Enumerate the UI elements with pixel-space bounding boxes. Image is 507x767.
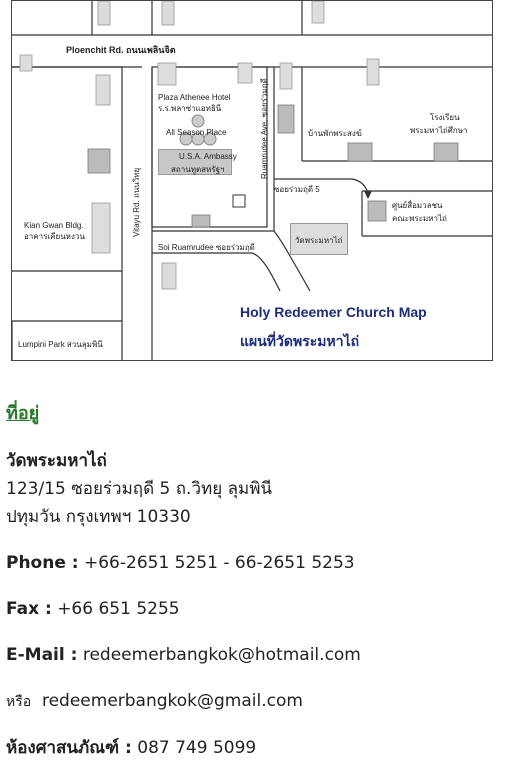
email2-link[interactable]: redeemerbangkok@gmail.com <box>41 691 303 711</box>
fax-row <box>6 595 501 623</box>
office-row <box>6 734 501 762</box>
map-title-th: แผนที่วัดพระมหาไถ่ <box>240 334 360 350</box>
road-label-ploenchit: Ploenchit Rd. ถนนเพลินจิต <box>66 45 176 55</box>
email-row <box>6 641 501 669</box>
road-label-soi-ruamrudee: Soi Ruamrudee ซอยร่วมฤดี <box>158 243 255 252</box>
email-link[interactable]: redeemerbangkok@hotmail.com <box>82 645 361 665</box>
church-name: วัดพระมหาไถ่ <box>6 451 107 471</box>
fax-value: +66 651 5255 <box>57 599 180 619</box>
church-box: วัดพระมหาไถ่ <box>290 223 348 255</box>
road-label-ruamrudee: Ruamrudee Ave. ซอยร่วมฤดี <box>260 78 269 179</box>
label-media-center: ศูนย์สื่อมวลชน คณะพระมหาไถ่ <box>392 201 447 223</box>
office-value: 087 749 5099 <box>137 738 257 758</box>
address-line2: ปทุมวัน กรุงเทพฯ 10330 <box>6 507 191 527</box>
map-title-en: Holy Redeemer Church Map <box>240 304 427 320</box>
label-kian-gwan: Kian Gwan Bldg. อาคารเคียนหงวน <box>24 221 85 241</box>
email-label: E-Mail : <box>6 645 78 665</box>
label-all-season: All Season Place <box>166 128 227 137</box>
church-map <box>11 0 493 361</box>
road-label-soi5: ซอยร่วมฤดี 5 <box>274 185 320 194</box>
address-line1: 123/15 ซอยร่วมฤดี 5 ถ.วิทยุ ลุมพินี <box>6 479 273 499</box>
label-lumpini: Lumpini Park สวนลุมพินี <box>18 340 103 349</box>
label-school: โรงเรียน พระมหาไถ่ศึกษา <box>410 113 468 135</box>
label-priest-house: บ้านพักพระสงฆ์ <box>308 129 362 138</box>
office-label: ห้องศาสนภัณฑ์ : <box>6 738 132 758</box>
phone-row <box>6 549 501 577</box>
road-label-vitayu: Vitayu Rd. ถนนวิทยุ <box>132 167 141 237</box>
or-label: หรือ <box>6 694 32 710</box>
phone-value: +66-2651 5251 - 66-2651 5253 <box>84 553 355 573</box>
usa-embassy-box: U.S.A. Ambassy สถานทูตสหรัฐฯ <box>158 149 232 175</box>
phone-label: Phone : <box>6 553 79 573</box>
contact-section <box>6 398 501 762</box>
email2-row <box>6 687 501 716</box>
fax-label: Fax : <box>6 599 52 619</box>
label-plaza-athenee: Plaza Athenee Hotel ร.ร.พลาซ่าแอทธินี <box>158 93 231 113</box>
address-heading[interactable]: ที่อยู่ <box>6 403 40 424</box>
